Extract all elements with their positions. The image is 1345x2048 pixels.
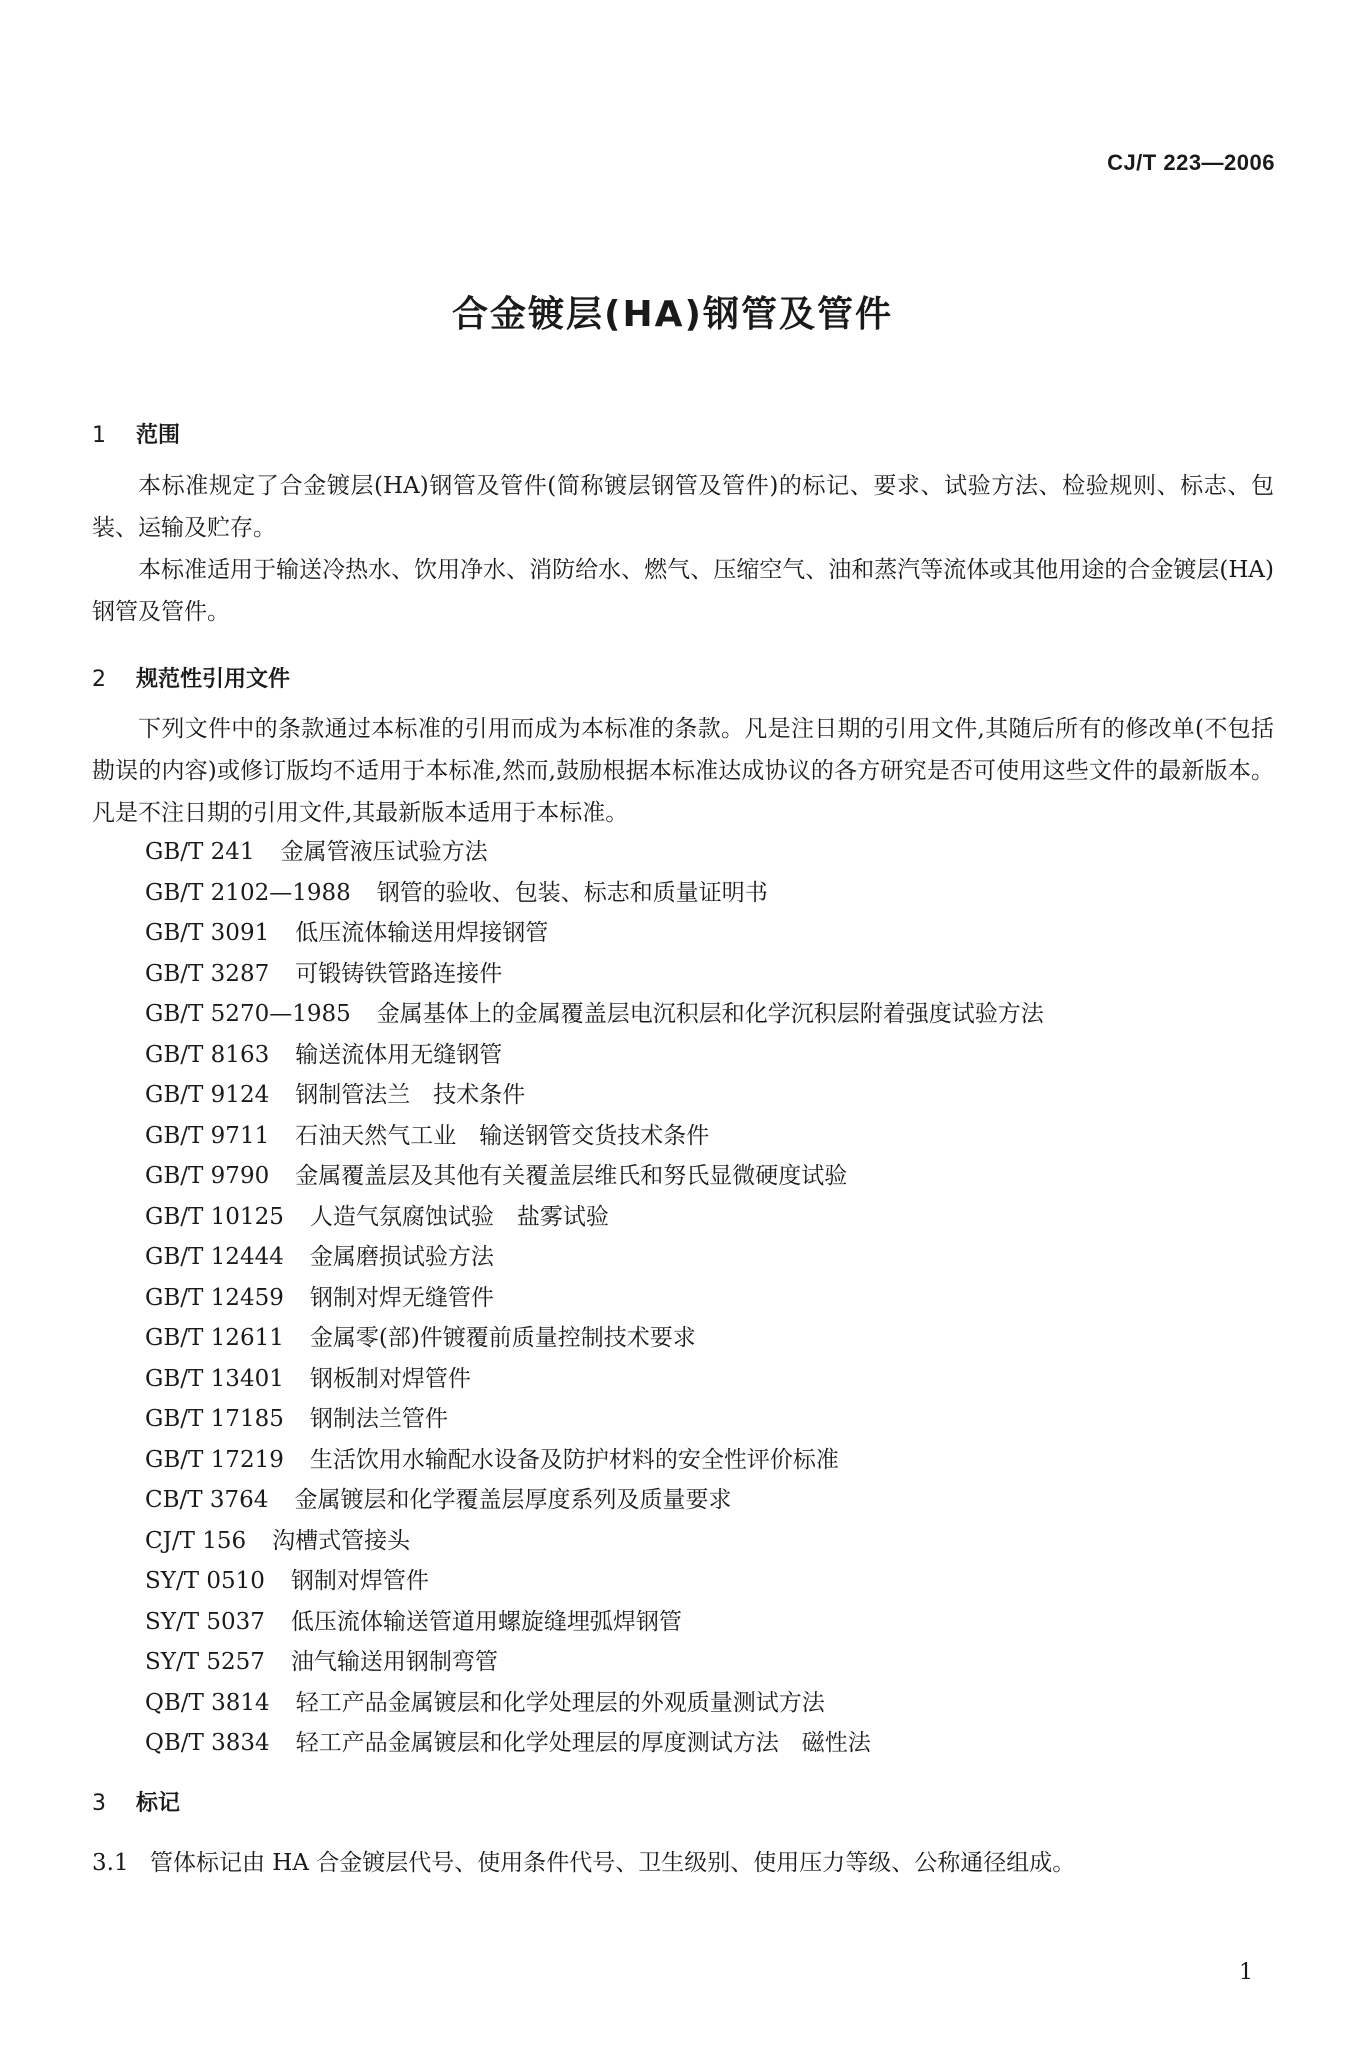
reference-item xyxy=(145,1521,1044,1562)
reference-code: GB/T 12459 xyxy=(145,1284,284,1311)
reference-code: GB/T 3091 xyxy=(145,920,270,946)
reference-item xyxy=(145,1399,1044,1440)
reference-item xyxy=(145,1035,1044,1076)
reference-item xyxy=(145,1116,1044,1157)
reference-item xyxy=(145,1075,1044,1116)
reference-code: GB/T 5270—1985 xyxy=(145,1001,351,1027)
reference-item xyxy=(145,1480,1044,1521)
reference-title: 低压流体输送用焊接钢管 xyxy=(295,920,549,946)
reference-code: QB/T 3814 xyxy=(145,1689,270,1716)
reference-code: GB/T 8163 xyxy=(145,1041,270,1068)
reference-item xyxy=(145,1642,1044,1683)
section-1-heading xyxy=(92,418,180,449)
reference-title: 输送流体用无缝钢管 xyxy=(295,1041,503,1068)
standard-number: CJ/T 223—2006 xyxy=(1107,150,1275,175)
document-title: 合金镀层(HA)钢管及管件 xyxy=(452,294,893,335)
reference-code: CB/T 3764 xyxy=(145,1487,269,1513)
reference-title: 人造气氛腐蚀试验 盐雾试验 xyxy=(309,1203,609,1230)
reference-code: GB/T 13401 xyxy=(145,1365,284,1392)
reference-title: 钢制管法兰 技术条件 xyxy=(295,1082,526,1108)
reference-code: GB/T 12611 xyxy=(145,1325,284,1351)
reference-title: 生活饮用水输配水设备及防护材料的安全性评价标准 xyxy=(309,1446,839,1473)
reference-code: CJ/T 156 xyxy=(145,1527,247,1554)
section-3-heading xyxy=(92,1786,180,1817)
reference-code: GB/T 9124 xyxy=(145,1082,270,1108)
reference-title: 可锻铸铁管路连接件 xyxy=(295,960,503,987)
reference-item xyxy=(145,994,1044,1035)
reference-code: SY/T 0510 xyxy=(145,1568,265,1594)
reference-item xyxy=(145,1723,1044,1764)
reference-title: 钢板制对焊管件 xyxy=(309,1365,471,1392)
reference-code: GB/T 12444 xyxy=(145,1244,284,1270)
reference-title: 钢制法兰管件 xyxy=(309,1406,448,1432)
clause-text: 管体标记由 HA 合金镀层代号、使用条件代号、卫生级别、使用压力等级、公称通径组成。 xyxy=(150,1850,1076,1876)
reference-code: GB/T 241 xyxy=(145,839,255,865)
reference-item xyxy=(145,913,1044,954)
normative-references-list xyxy=(145,832,1044,1764)
reference-item xyxy=(145,1561,1044,1602)
reference-title: 金属覆盖层及其他有关覆盖层维氏和努氏显微硬度试验 xyxy=(295,1163,848,1189)
reference-code: GB/T 9790 xyxy=(145,1163,270,1189)
reference-title: 金属基体上的金属覆盖层电沉积层和化学沉积层附着强度试验方法 xyxy=(376,1001,1044,1027)
section-number: 2 xyxy=(92,667,106,692)
reference-code: GB/T 17185 xyxy=(145,1406,284,1432)
section-number: 1 xyxy=(92,423,106,448)
reference-item xyxy=(145,1683,1044,1724)
reference-code: GB/T 2102—1988 xyxy=(145,879,351,906)
reference-title: 钢制对焊管件 xyxy=(290,1568,429,1594)
section-title: 标记 xyxy=(136,1791,181,1816)
section-title: 规范性引用文件 xyxy=(136,667,291,692)
references-intro-paragraph: 下列文件中的条款通过本标准的引用而成为本标准的条款。凡是注日期的引用文件,其随后所有的修改单(不包括勘误的内容)或修订版均不适用于本标准,然而,鼓励根据本标准达成协议的各方研究是否可使用这些文件的最新版本。凡是不注日期的引用文件,其最新版本适用于本标准。 xyxy=(92,716,1274,826)
reference-code: GB/T 3287 xyxy=(145,960,270,987)
reference-item xyxy=(145,1278,1044,1319)
reference-item xyxy=(145,1602,1044,1643)
section-title: 范围 xyxy=(136,423,181,448)
reference-item xyxy=(145,1237,1044,1278)
reference-item xyxy=(145,954,1044,995)
scope-paragraph-1: 本标准规定了合金镀层(HA)钢管及管件(简称镀层钢管及管件)的标记、要求、试验方法、检验规则、标志、包装、运输及贮存。 xyxy=(92,473,1274,541)
clause-number: 3.1 xyxy=(92,1850,129,1876)
reference-item xyxy=(145,1440,1044,1481)
reference-title: 低压流体输送管道用螺旋缝埋弧焊钢管 xyxy=(290,1608,682,1635)
section-number: 3 xyxy=(92,1791,106,1816)
page-number: 1 xyxy=(1239,1960,1253,1985)
reference-title: 石油天然气工业 输送钢管交货技术条件 xyxy=(295,1122,710,1149)
reference-code: GB/T 17219 xyxy=(145,1446,284,1473)
reference-title: 钢制对焊无缝管件 xyxy=(309,1284,494,1311)
reference-code: GB/T 10125 xyxy=(145,1203,284,1230)
reference-title: 轻工产品金属镀层和化学处理层的外观质量测试方法 xyxy=(295,1689,825,1716)
reference-title: 钢管的验收、包装、标志和质量证明书 xyxy=(376,879,768,906)
reference-title: 轻工产品金属镀层和化学处理层的厚度测试方法 磁性法 xyxy=(295,1730,871,1756)
reference-item xyxy=(145,1359,1044,1400)
clause-3-1 xyxy=(92,1844,1075,1877)
reference-code: SY/T 5037 xyxy=(145,1608,265,1635)
reference-title: 沟槽式管接头 xyxy=(272,1527,411,1554)
section-2-heading xyxy=(92,662,290,693)
reference-title: 金属零(部)件镀覆前质量控制技术要求 xyxy=(309,1325,696,1351)
reference-item xyxy=(145,832,1044,873)
reference-item xyxy=(145,1318,1044,1359)
reference-code: QB/T 3834 xyxy=(145,1730,270,1756)
scope-paragraph-2: 本标准适用于输送冷热水、饮用净水、消防给水、燃气、压缩空气、油和蒸汽等流体或其他用途的合金镀层(HA)钢管及管件。 xyxy=(92,557,1274,625)
reference-item xyxy=(145,1156,1044,1197)
reference-title: 金属磨损试验方法 xyxy=(309,1244,494,1270)
reference-code: SY/T 5257 xyxy=(145,1649,265,1675)
reference-title: 金属镀层和化学覆盖层厚度系列及质量要求 xyxy=(294,1487,732,1513)
reference-title: 油气输送用钢制弯管 xyxy=(290,1649,498,1675)
reference-item xyxy=(145,873,1044,914)
reference-code: GB/T 9711 xyxy=(145,1122,270,1149)
reference-title: 金属管液压试验方法 xyxy=(280,839,488,865)
reference-item xyxy=(145,1197,1044,1238)
